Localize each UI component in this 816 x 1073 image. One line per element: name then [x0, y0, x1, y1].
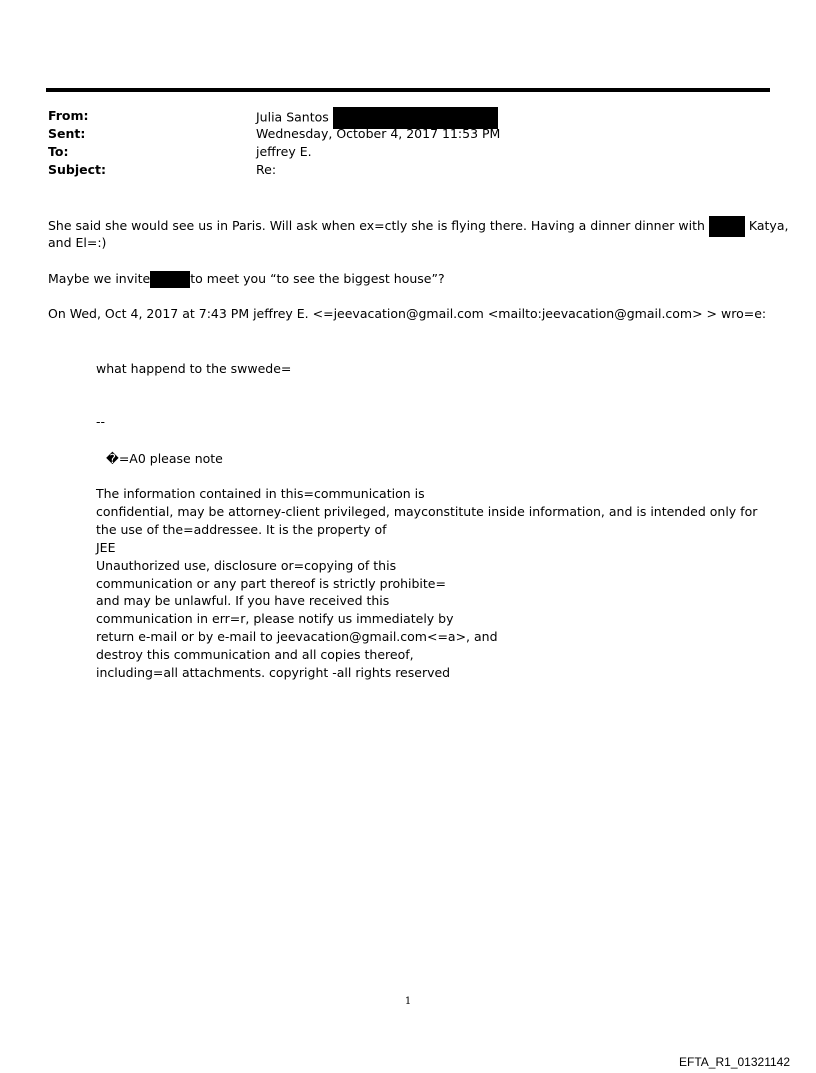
sent-label: Sent:: [48, 126, 86, 141]
disclaimer-line: the use of the=addressee. It is the property of: [96, 521, 387, 537]
sent-value: Wednesday, October 4, 2017 11:53 PM: [256, 126, 501, 141]
disclaimer-line: confidential, may be attorney-client privileged, mayconstitute inside information, and is intended only for: [96, 503, 758, 519]
quoted-message: what happend to the swwede=: [96, 361, 292, 376]
redaction-box: [709, 216, 745, 237]
disclaimer-line: destroy this communication and all copies thereof,: [96, 647, 414, 663]
disclaimer-line: return e-mail or by e-mail to jeevacation@gmail.com<=a>, and: [96, 629, 498, 645]
subject-value: Re:: [256, 162, 277, 177]
disclaimer-line: Unauthorized use, disclosure or=copying of this: [96, 557, 397, 573]
disclaimer-line: and may be unlawful. If you have received this: [96, 593, 390, 609]
bates-number: EFTA_R1_01321142: [679, 1055, 790, 1069]
subject-label: Subject:: [48, 162, 106, 177]
to-label: To:: [48, 144, 69, 159]
quote-header: On Wed, Oct 4, 2017 at 7:43 PM jeffrey E. <=jeevacation@gmail.com <mailto:jeevacation@gmail.com> > wro=e:: [48, 306, 767, 321]
disclaimer-line: including=all attachments. copyright -all rights reserved: [96, 665, 451, 681]
body-paragraph-1-line2: and El=:): [48, 235, 107, 250]
to-value: jeffrey E.: [256, 144, 312, 159]
header-divider: [46, 88, 770, 92]
disclaimer-line: The information contained in this=communication is: [96, 486, 425, 501]
page-number: 1: [404, 996, 412, 1007]
from-value: Julia Santos: [256, 107, 498, 129]
disclaimer-block: [96, 485, 757, 682]
signature-dashes: --: [96, 414, 106, 429]
disclaimer-line: JEE: [96, 539, 116, 555]
body-paragraph-2: Maybe we invite to meet you “to see the biggest house”?: [48, 271, 445, 286]
redaction-box: [150, 271, 190, 288]
disclaimer-line: communication in err=r, please notify us immediately by: [96, 611, 454, 627]
disclaimer-line: communication or any part thereof is strictly prohibite=: [96, 575, 446, 591]
body-paragraph-1: She said she would see us in Paris. Will ask when ex=ctly she is flying there. Having a dinner dinner with Katya,: [48, 216, 788, 237]
from-label: From:: [48, 108, 89, 123]
please-note-line: �=A0 please note: [106, 451, 223, 466]
